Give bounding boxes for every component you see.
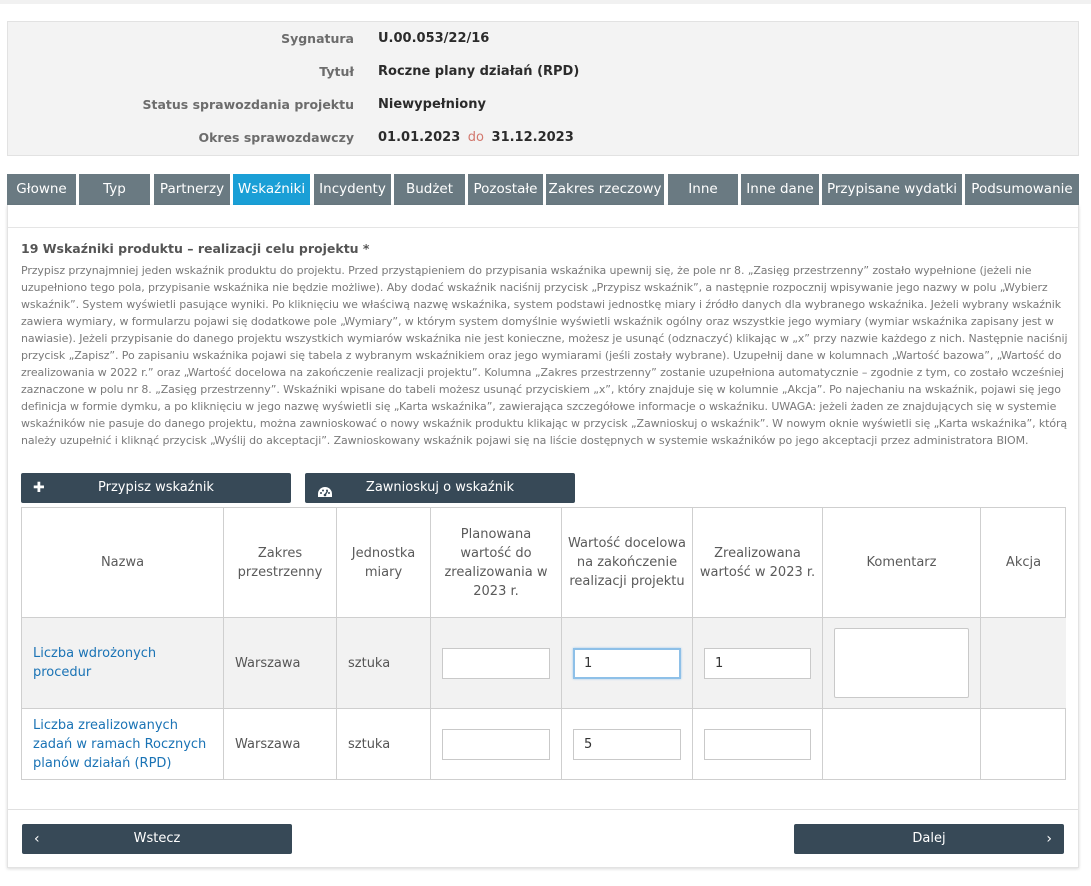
table-row-1-realized-cell bbox=[693, 618, 823, 709]
request-indicator-label: Zawnioskuj o wskaźnik bbox=[365, 480, 515, 495]
period-separator: do bbox=[467, 130, 484, 145]
back-button[interactable] bbox=[22, 824, 292, 854]
status-row bbox=[8, 97, 1078, 117]
header-komentarz: Komentarz bbox=[823, 508, 981, 618]
table-row-1-unit: sztuka bbox=[337, 618, 431, 709]
table-row-1-comment-cell bbox=[823, 618, 981, 709]
section-description: Przypisz przynajmniej jeden wskaźnik produktu do projektu. Przed przystąpieniem do przypisania wskaźnika upewnij się, że pole nr 8. „Zasięg przestrzenny” zostało wypełnione (jeżeli nie uzupełniono tego pola, przypisanie wskaźnika nie będzie możliwe). Aby dodać wskaźnik naciśnij przycisk „Przypisz wskaźnik”, a następnie rozpocznij wpisywanie jego nazwy w polu „Wybierz wskaźnik”. System wyświetli pasujące wyniki. Po kliknięciu we właściwą nazwę wskaźnika, system podstawi jednostkę miary i źródło danych dla wybranego wskaźnika. Jeżeli wybrany wskaźnik zawiera wymiary, w formularzu pojawi się dodatkowe pole „Wymiary”, w którym system domyślnie wyświetli wskaźnik ogólny oraz wszystkie jego wymiary (wymiar wskaźnika zapisany jest w nawiasie). Jeżeli przypisanie do danego projektu wszystkich wymiarów wskaźnika nie jest konieczne, możesz je usunąć (odznaczyć) klikając w „x” przy nazwie każdego z nich. Następnie naciśnij przycisk „Zapisz”. Po zapisaniu wskaźnika pojawi się tabela z wybranym wskaźnikiem oraz jego wymiarami (jeśli zostały wybrane). Uzupełnij dane w kolumnach „Wartość bazowa”, „Wartość do zrealizowania w 2022 r.” oraz „Wartość docelowa na zakończenie realizacji projektu”. Kolumna „Zakres przestrzenny” zostanie uzupełniona automatycznie – zgodnie z tym, co zostało wcześniej zaznaczone w polu nr 8. „Zasięg przestrzenny”. Wskaźniki wpisane do tabeli możesz usunąć przyciskiem „x”, który znajduje się w kolumnie „Akcja”. Po najechaniu na wskaźnik, pojawi się jego definicja w formie dymku, a po kliknięciu w jego nazwę wyświetli się „Karta wskaźnika”, zawierająca szczegółowe informacje o wskaźniku. UWAGA: jeżeli żaden ze znajdujących się w systemie wskaźników nie pasuje do danego projektu, można zawnioskować o nowy wskaźnik produktu klikając w przycisk „Zawnioskuj o wskaźnik”. W nowym oknie wyświetli się „Karta wskaźnika”, którą należy uzupełnić i kliknąć przycisk „Wyślij do akceptacji”. Zawnioskowany wskaźnik pojawi się na liście dostępnych w systemie wskaźników po jego akceptacji przez administratora BIOM. bbox=[21, 264, 1068, 447]
chevron-right-icon: › bbox=[1046, 831, 1052, 847]
signature-value: U.00.053/22/16 bbox=[378, 31, 490, 46]
signature-row bbox=[8, 31, 1078, 51]
period-value bbox=[378, 130, 574, 145]
request-indicator-button[interactable] bbox=[305, 473, 575, 503]
table-row-2-realized-cell bbox=[693, 709, 823, 780]
header-akcja: Akcja bbox=[981, 508, 1066, 618]
tab-partnerzy[interactable]: Partnerzy bbox=[154, 174, 230, 205]
table-row-1-scope: Warszawa bbox=[224, 618, 337, 709]
tab-zakres-rzeczowy[interactable]: Zakres rzeczowy bbox=[546, 174, 664, 205]
tab-przypisane-wydatki[interactable]: Przypisane wydatki bbox=[822, 174, 962, 205]
tab-wskazniki[interactable]: Wskaźniki bbox=[233, 174, 310, 205]
tab-inne-dane[interactable]: Inne dane bbox=[741, 174, 819, 205]
table-row-2-target-cell bbox=[562, 709, 693, 780]
tab-podsumowanie[interactable]: Podsumowanie bbox=[965, 174, 1079, 205]
period-from: 01.01.2023 bbox=[378, 130, 461, 145]
section-title: 19 Wskaźniki produktu – realizacji celu projektu * bbox=[21, 241, 370, 256]
header-docelowa: Wartość docelowa na zakończenie realizacji projektu bbox=[562, 508, 693, 618]
title-label: Tytuł bbox=[319, 64, 354, 79]
footer-divider bbox=[8, 809, 1078, 810]
indicator-link[interactable]: Liczba zrealizowanych zadań w ramach Rocznych planów działań (RPD) bbox=[33, 718, 207, 771]
table-row-1-target-cell bbox=[562, 618, 693, 709]
tab-inne[interactable]: Inne bbox=[668, 174, 738, 205]
table-row-2-unit: sztuka bbox=[337, 709, 431, 780]
tab-budzet[interactable]: Budżet bbox=[394, 174, 465, 205]
period-row bbox=[8, 130, 1078, 150]
assign-indicator-button[interactable] bbox=[21, 473, 291, 503]
back-label: Wstecz bbox=[133, 831, 181, 846]
header-zakres: Zakres przestrzenny bbox=[224, 508, 337, 618]
planned-value-input[interactable] bbox=[442, 648, 550, 679]
assign-indicator-label: Przypisz wskaźnik bbox=[98, 480, 214, 495]
top-divider bbox=[0, 0, 1091, 4]
table-row-2-planned-cell bbox=[431, 709, 562, 780]
tab-incydenty[interactable]: Incydenty bbox=[314, 174, 391, 205]
planned-value-input[interactable] bbox=[442, 729, 550, 760]
table-row-2-action bbox=[981, 709, 1066, 780]
indicators-panel bbox=[7, 205, 1079, 868]
header-zrealizowana: Zrealizowana wartość w 2023 r. bbox=[693, 508, 823, 618]
realized-value-input[interactable] bbox=[704, 729, 811, 760]
header-planowana: Planowana wartość do zrealizowania w 2023 r. bbox=[431, 508, 562, 618]
realized-value-input[interactable]: 1 bbox=[704, 648, 811, 679]
header-jednostka: Jednostka miary bbox=[337, 508, 431, 618]
next-button[interactable] bbox=[794, 824, 1064, 854]
header-nazwa: Nazwa bbox=[22, 508, 224, 618]
status-value: Niewypełniony bbox=[378, 97, 486, 112]
panel-divider bbox=[8, 227, 1078, 228]
signature-label: Sygnatura bbox=[281, 31, 354, 46]
comment-textarea[interactable] bbox=[834, 628, 969, 698]
title-row bbox=[8, 64, 1078, 84]
next-label: Dalej bbox=[912, 831, 946, 846]
indicator-link[interactable]: Liczba wdrożonych procedur bbox=[33, 646, 157, 680]
title-value: Roczne plany działań (RPD) bbox=[378, 64, 580, 79]
plus-icon: ✚ bbox=[33, 480, 45, 496]
table-row-1-action bbox=[981, 618, 1066, 709]
indicators-table bbox=[21, 507, 1066, 780]
tab-typ[interactable]: Typ bbox=[79, 174, 150, 205]
tab-pozostale[interactable]: Pozostałe bbox=[468, 174, 543, 205]
table-row-2-name bbox=[22, 709, 224, 780]
chevron-left-icon: ‹ bbox=[34, 831, 40, 847]
period-to: 31.12.2023 bbox=[491, 130, 574, 145]
table-row-1-planned-cell bbox=[431, 618, 562, 709]
target-value-input[interactable]: 5 bbox=[573, 729, 681, 760]
table-row-1-name bbox=[22, 618, 224, 709]
table-row-2-scope: Warszawa bbox=[224, 709, 337, 780]
period-label: Okres sprawozdawczy bbox=[198, 130, 354, 145]
tab-bar bbox=[7, 174, 1079, 205]
table-row-2-comment-cell bbox=[823, 709, 981, 780]
tab-glowne[interactable]: Głowne bbox=[7, 174, 76, 205]
target-value-input[interactable]: 1 bbox=[573, 648, 681, 679]
project-info-panel bbox=[7, 21, 1079, 156]
status-label: Status sprawozdania projektu bbox=[142, 97, 354, 112]
